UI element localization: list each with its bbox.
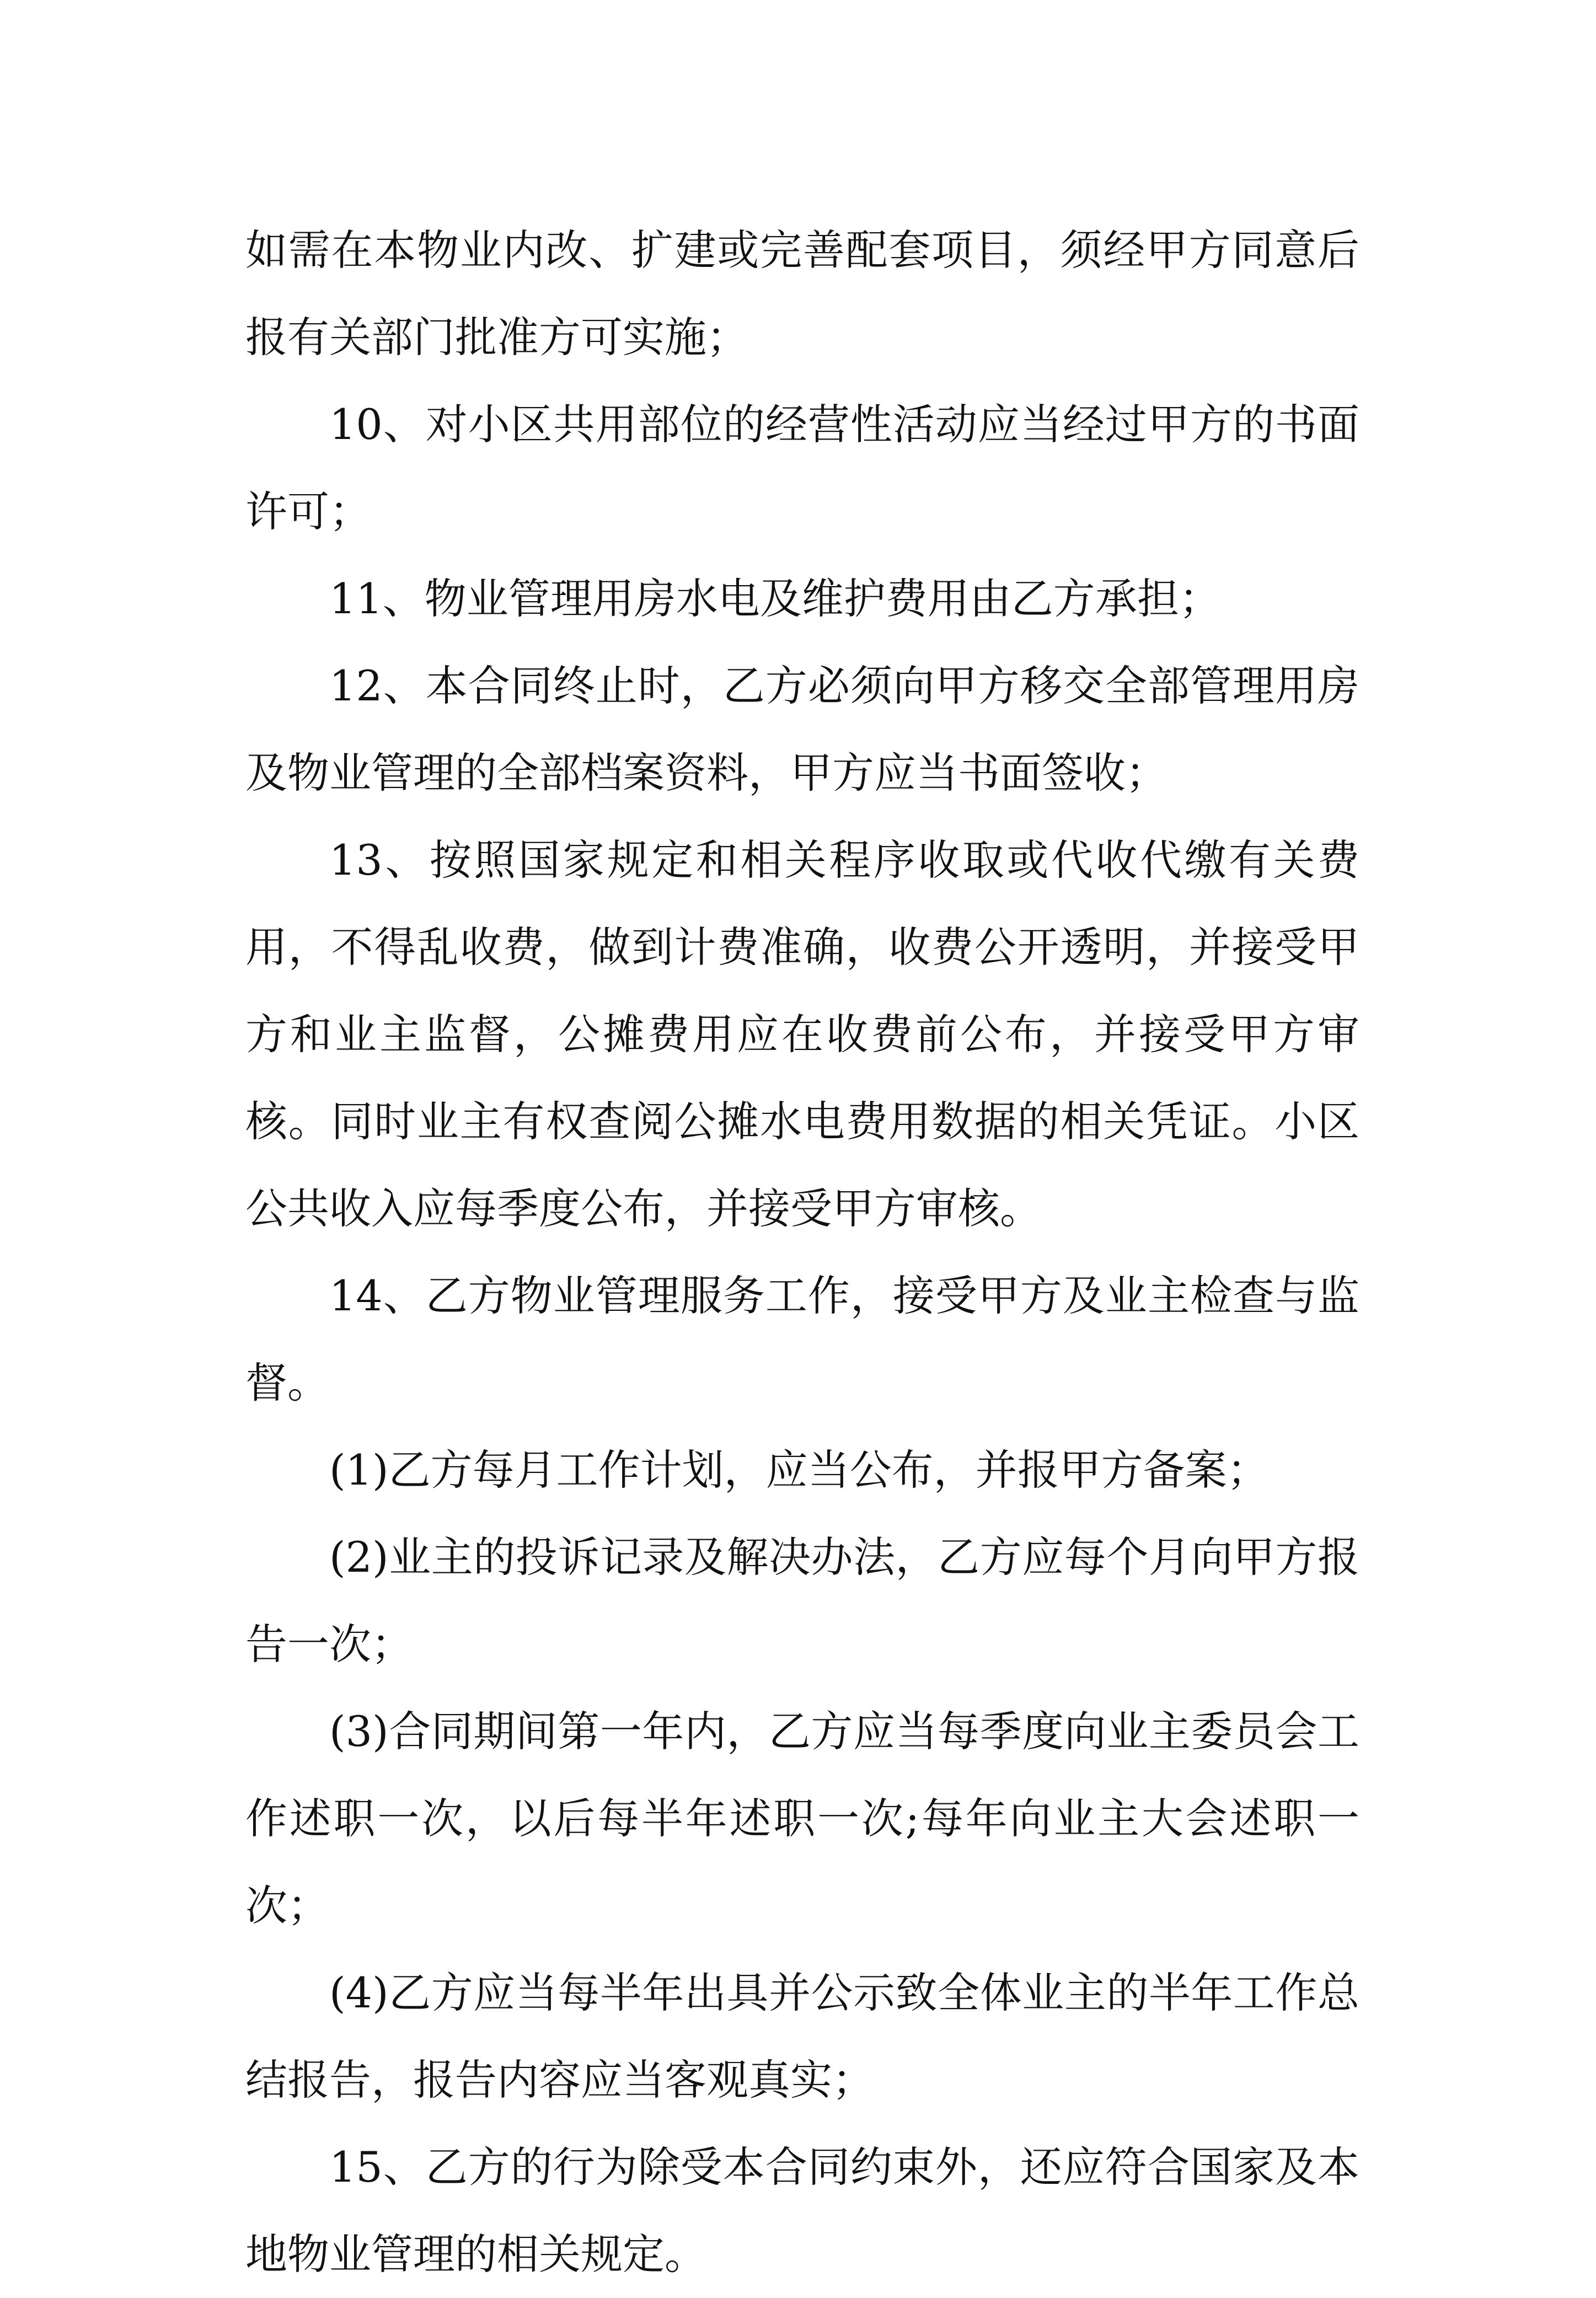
clause-12: 12、本合同终止时，乙方必须向甲方移交全部管理用房及物业管理的全部档案资料，甲方应当书面签收； bbox=[245, 661, 1359, 797]
paragraph-continuation: 如需在本物业内改、扩建或完善配套项目，须经甲方同意后报有关部门批准方可实施； bbox=[245, 226, 1359, 362]
sub-item-4: (4)乙方应当每半年出具并公示致全体业主的半年工作总结报告，报告内容应当客观真实； bbox=[245, 1968, 1359, 2104]
clause-15: 15、乙方的行为除受本合同约束外，还应符合国家及本地物业管理的相关规定。 bbox=[245, 2142, 1359, 2279]
sub-item-2: (2)业主的投诉记录及解决办法，乙方应每个月向甲方报告一次； bbox=[245, 1533, 1359, 1669]
clause-14: 14、乙方物业管理服务工作，接受甲方及业主检查与监督。 bbox=[245, 1271, 1359, 1407]
clause-10: 10、对小区共用部位的经营性活动应当经过甲方的书面许可； bbox=[245, 400, 1359, 536]
sub-item-3: (3)合同期间第一年内，乙方应当每季度向业主委员会工作述职一次，以后每半年述职一次;每年向业主大会述职一次； bbox=[245, 1707, 1359, 1930]
clause-13: 13、按照国家规定和相关程序收取或代收代缴有关费用，不得乱收费，做到计费准确，收费公开透明，并接受甲方和业主监督，公摊费用应在收费前公布，并接受甲方审核。同时业主有权查阅公摊水电费用数据的相关凭证。小区公共收入应每季度公布，并接受甲方审核。 bbox=[245, 835, 1359, 1233]
clause-11: 11、物业管理用房水电及维护费用由乙方承担； bbox=[329, 574, 1221, 623]
contract-body bbox=[245, 207, 1359, 2298]
sub-item-1: (1)乙方每月工作计划，应当公布，并报甲方备案； bbox=[329, 1445, 1269, 1494]
